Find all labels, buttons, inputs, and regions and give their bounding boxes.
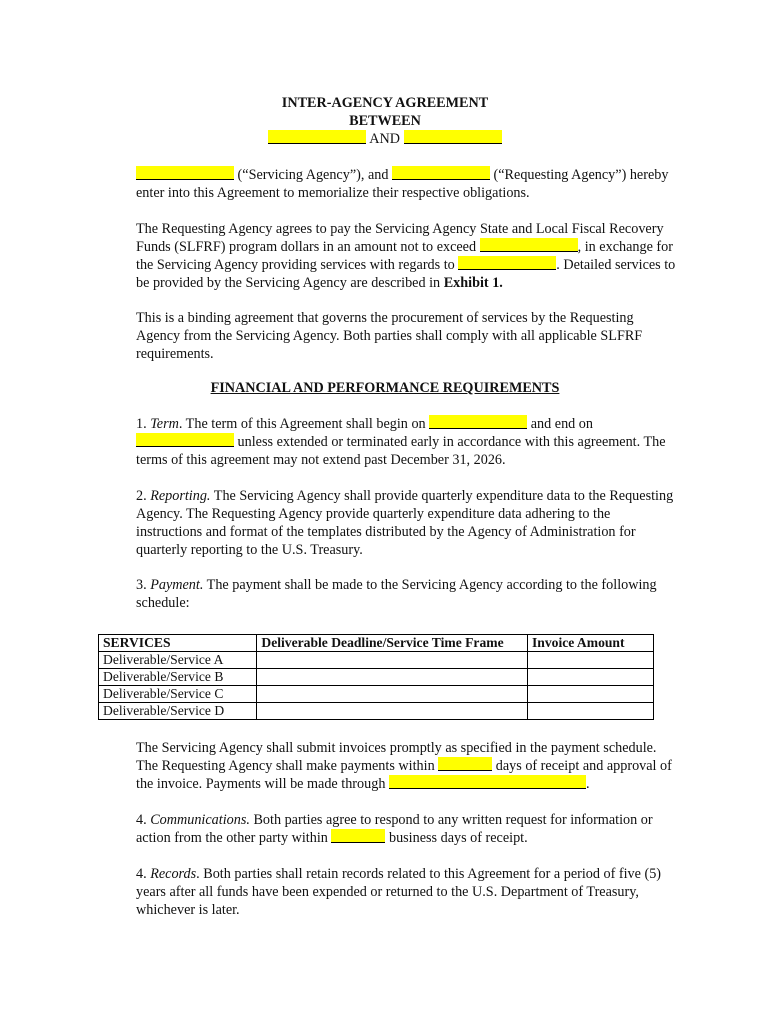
header-deadline: Deliverable Deadline/Service Time Frame [257, 635, 528, 652]
table-header-row [99, 635, 654, 652]
header-services: SERVICES [99, 635, 257, 652]
table-row [99, 686, 654, 703]
reporting-paragraph [90, 487, 680, 559]
deadline-cell[interactable] [257, 669, 528, 686]
header-invoice-amount: Invoice Amount [528, 635, 654, 652]
service-cell: Deliverable/Service A [99, 652, 257, 669]
amount-blank[interactable] [480, 238, 578, 252]
amount-cell[interactable] [528, 686, 654, 703]
intro-text-2: (“Requesting Agency”) hereby enter into this Agreement to memorialize their respective obligations. [136, 167, 669, 201]
records-label: Records [150, 866, 197, 882]
invoices-paragraph [90, 739, 680, 793]
communications-number: 4. [136, 812, 151, 828]
invoices-text-3: . [585, 776, 590, 792]
deadline-cell[interactable] [257, 703, 528, 720]
and-text: AND [366, 131, 404, 147]
table-row [99, 703, 654, 720]
reporting-label: Reporting. [150, 488, 211, 504]
payment-paragraph [90, 576, 680, 612]
table-row [99, 652, 654, 669]
response-days-blank[interactable] [331, 829, 385, 843]
binding-paragraph [90, 309, 680, 363]
records-number: 4. [136, 866, 151, 882]
term-text-3: unless extended or terminated early in accordance with this agreement. The terms of this agreement may not extend past December 31, 2026. [136, 434, 666, 468]
service-cell: Deliverable/Service B [99, 669, 257, 686]
start-date-blank[interactable] [429, 415, 527, 429]
intro-text-1: (“Servicing Agency”), and [234, 167, 392, 183]
service-cell: Deliverable/Service C [99, 686, 257, 703]
agreement-subtitle: BETWEEN [349, 113, 421, 129]
payment-number: 3. [136, 577, 151, 593]
funds-paragraph [90, 220, 680, 292]
end-date-blank[interactable] [136, 433, 234, 447]
amount-cell[interactable] [528, 669, 654, 686]
parties-line [0, 130, 770, 148]
deadline-cell[interactable] [257, 652, 528, 669]
party-1-blank[interactable] [268, 130, 366, 144]
term-paragraph [90, 415, 680, 469]
reporting-number: 2. [136, 488, 151, 504]
section-heading: FINANCIAL AND PERFORMANCE REQUIREMENTS [210, 380, 560, 396]
services-blank[interactable] [458, 256, 556, 270]
communications-label: Communications. [150, 812, 250, 828]
communications-text-1: Both parties agree to respond to any written request for information or action from the other party within [136, 812, 653, 846]
records-text: . Both parties shall retain records related to this Agreement for a period of five (5) years after all funds have been expended or returned to the U.S. Department of Treasury, whichever is later. [136, 866, 662, 918]
funds-text-2: , in exchange for the Servicing Agency providing services with regards to [136, 239, 673, 273]
records-paragraph [90, 865, 680, 919]
party-2-blank[interactable] [404, 130, 502, 144]
intro-paragraph [90, 166, 680, 202]
deadline-cell[interactable] [257, 686, 528, 703]
invoices-text-2: days of receipt and approval of the invoice. Payments will be made through [136, 758, 672, 792]
table-row [99, 669, 654, 686]
funds-text-3: . Detailed services to be provided by the Servicing Agency are described in [136, 257, 676, 291]
payment-days-blank[interactable] [438, 757, 492, 771]
agreement-title: INTER-AGENCY AGREEMENT [281, 95, 489, 111]
amount-cell[interactable] [528, 703, 654, 720]
payment-schedule-table [98, 634, 654, 720]
servicing-agency-blank[interactable] [136, 166, 234, 180]
binding-text: This is a binding agreement that governs the procurement of services by the Requesting Agency from the Servicing Agency. Both parties shall comply with all applicable SLFRF requirements. [136, 310, 643, 362]
funds-text-1: The Requesting Agency agrees to pay the Servicing Agency State and Local Fiscal Recovery Funds (SLFRF) program dollars in an amount not to exceed [136, 221, 664, 255]
amount-cell[interactable] [528, 652, 654, 669]
reporting-text: The Servicing Agency shall provide quarterly expenditure data to the Requesting Agency. The Requesting Agency provide quarterly expenditure data adhering to the instructions and format of the templates distributed by the Agency of Administration for quarterly reporting to the U.S. Treasury. [136, 488, 674, 558]
requesting-agency-blank[interactable] [392, 166, 490, 180]
invoices-text-1: The Servicing Agency shall submit invoices promptly as specified in the payment schedule. The Requesting Agency shall make payments within [136, 740, 657, 774]
exhibit-reference: Exhibit 1. [443, 275, 503, 291]
communications-paragraph [90, 811, 680, 847]
term-label: Term [150, 416, 179, 432]
payment-method-blank[interactable] [389, 775, 586, 789]
communications-text-2: business days of receipt. [385, 830, 528, 846]
service-cell: Deliverable/Service D [99, 703, 257, 720]
payment-label: Payment. [150, 577, 204, 593]
term-text-1: . The term of this Agreement shall begin on [178, 416, 430, 432]
term-number: 1. [136, 416, 151, 432]
term-text-2: and end on [527, 416, 593, 432]
payment-text: The payment shall be made to the Servicing Agency according to the following schedule: [136, 577, 657, 611]
